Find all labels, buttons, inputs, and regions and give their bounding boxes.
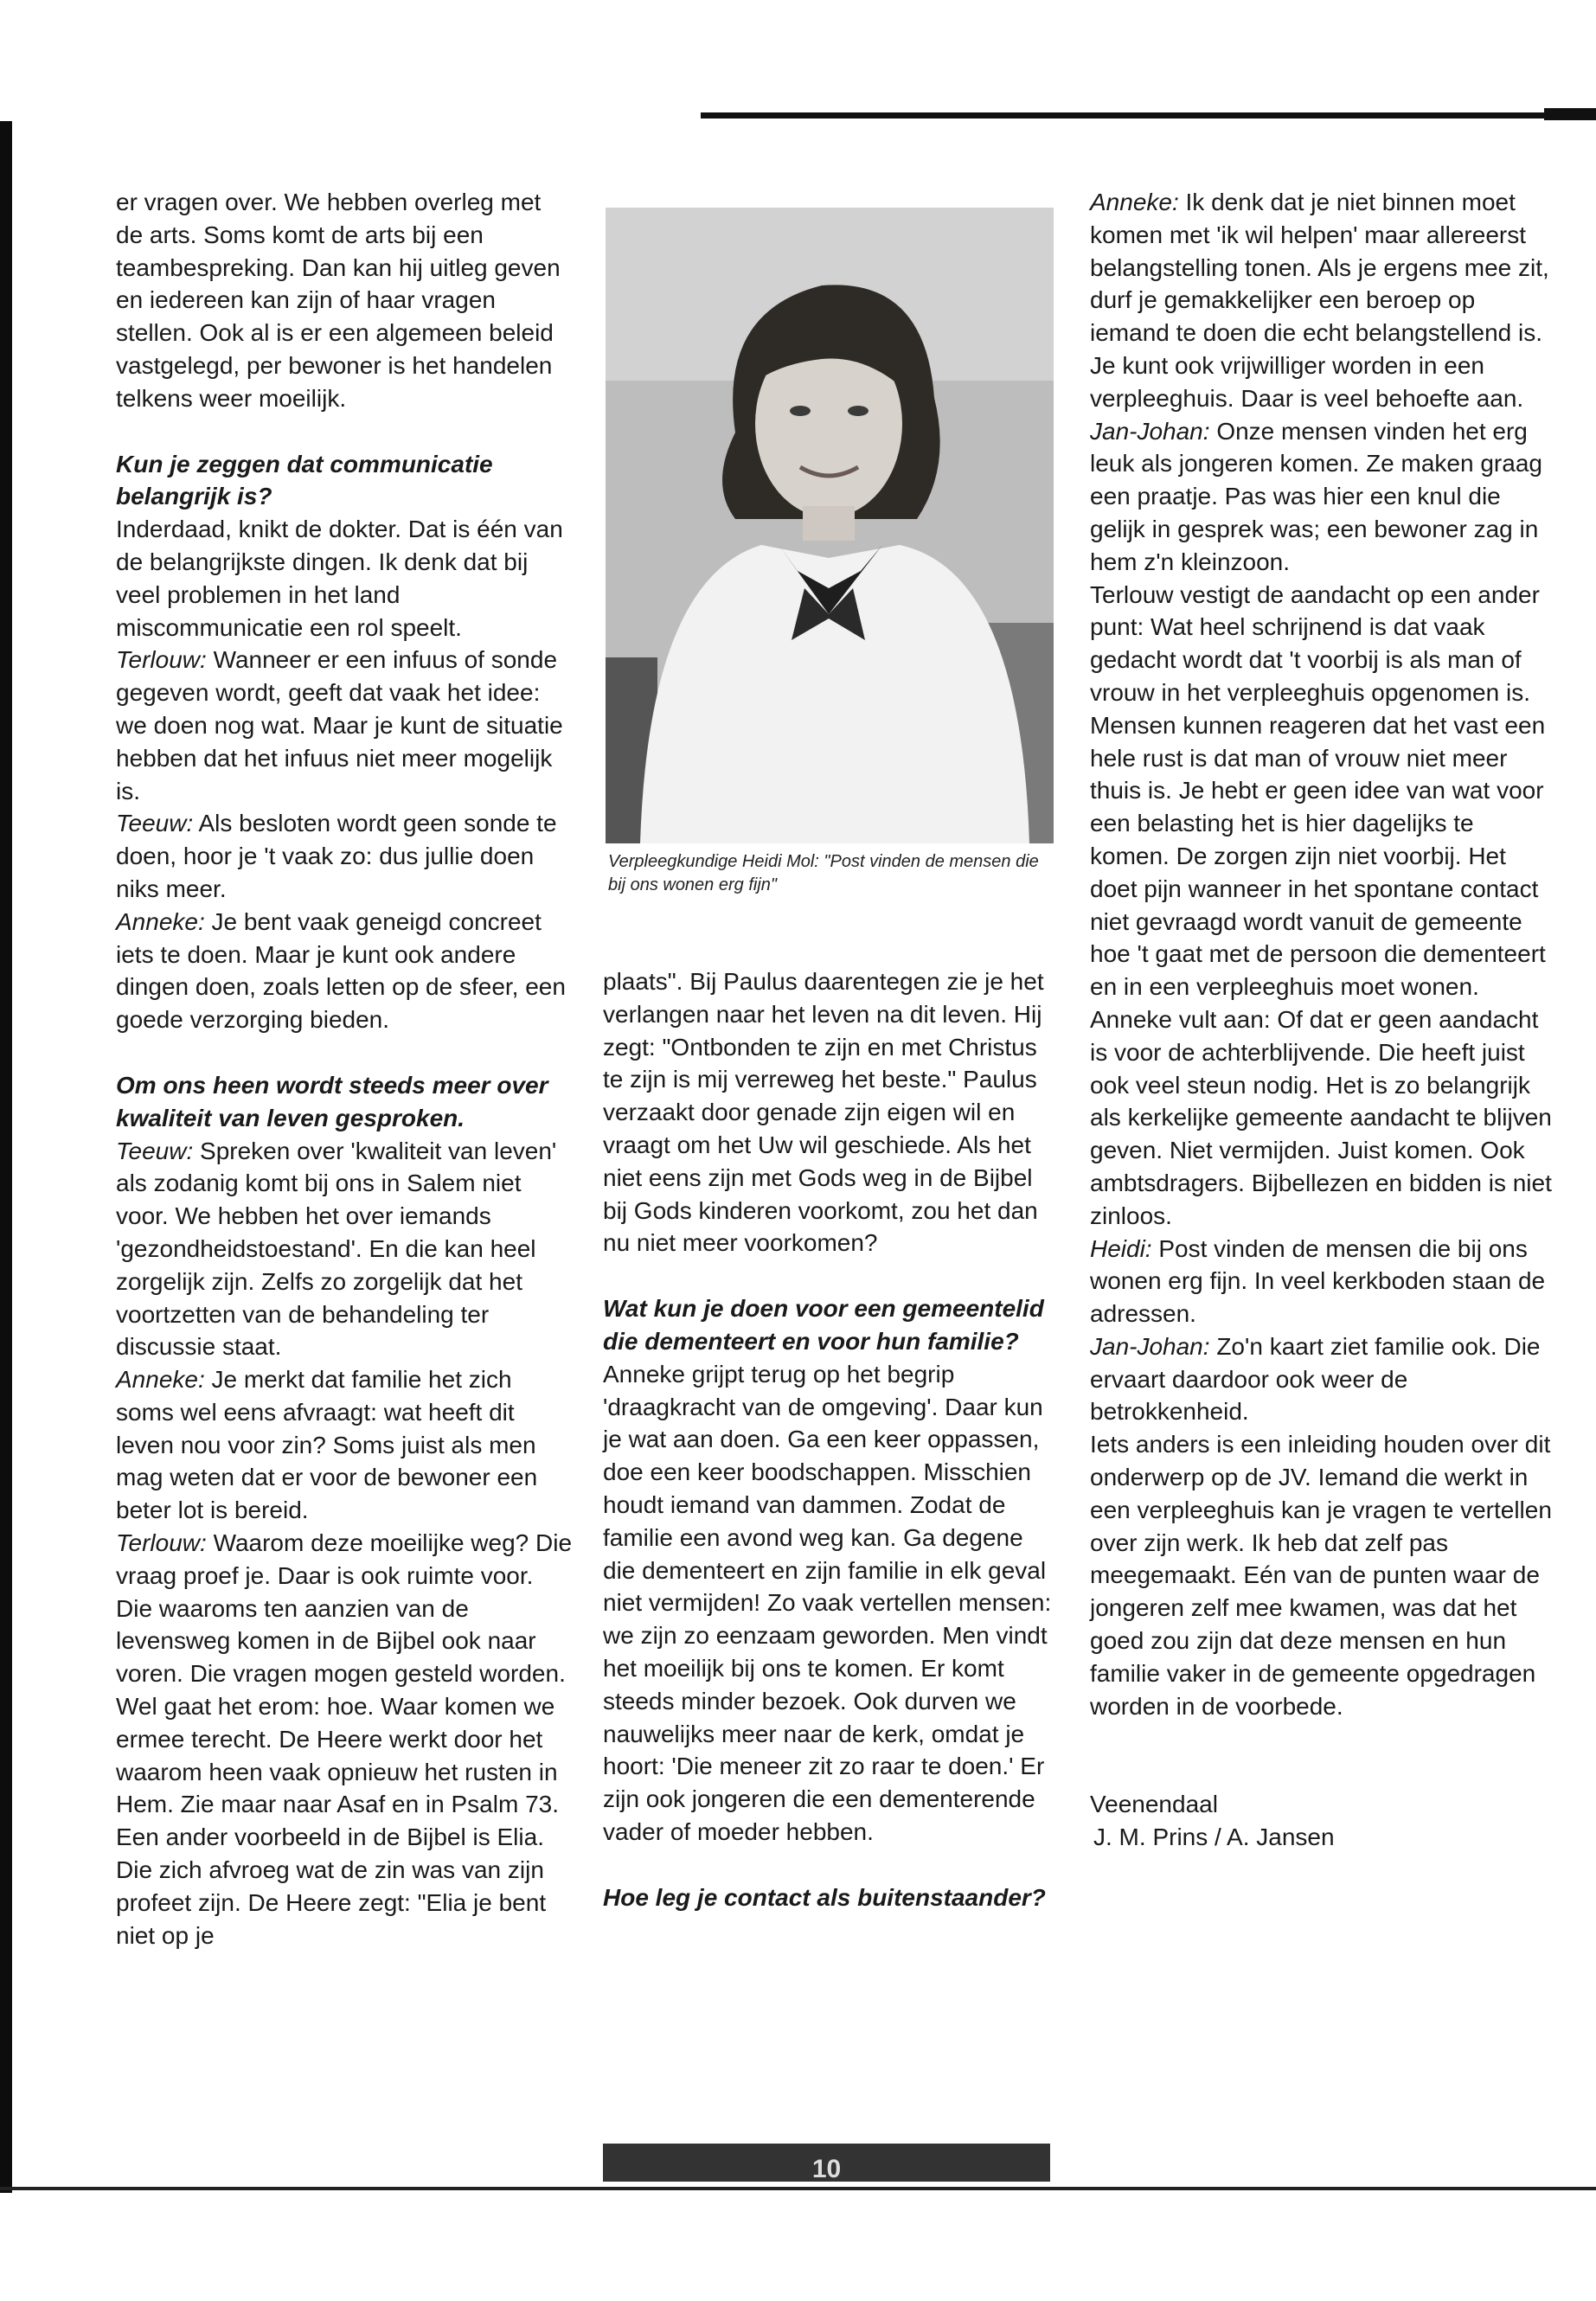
speaker-label: Anneke:	[116, 907, 205, 935]
top-rule	[701, 112, 1596, 119]
portrait-photo	[606, 208, 1054, 843]
paragraph: Jan-Johan: Onze mensen vinden het erg leuk als jongeren komen. Ze maken graag een praatje. Pas was hier een knul die gelijk in gesprek was; een bewoner zag in hem z'n kleinzoon.	[1090, 417, 1542, 575]
portrait-illustration	[606, 208, 1054, 843]
question-heading: Kun je zeggen dat communicatie belangrijk is?	[116, 450, 493, 510]
top-rule-end	[1544, 108, 1596, 120]
column-middle	[603, 965, 1057, 1914]
speaker-label: Anneke:	[116, 1366, 205, 1394]
bottom-rule	[0, 2187, 1596, 2190]
paragraph: Anneke: Je bent vaak geneigd concreet iets te doen. Maar je kunt ook andere dingen doen, zoals letten op de sfeer, een goede verzorging bieden.	[116, 907, 566, 1034]
paragraph: Heidi: Post vinden de mensen die bij ons wonen erg fijn. In veel kerkboden staan de adressen.	[1090, 1234, 1546, 1328]
paragraph: Anneke: Je merkt dat familie het zich soms wel eens afvraagt: wat heeft dit leven nou voor zin? Soms juist als men mag weten dat er voor de bewoner een beter lot is bereid.	[116, 1366, 538, 1524]
paragraph: Teeuw: Spreken over 'kwaliteit van leven' als zodanig komt bij ons in Salem niet voor. We hebben het over iemands 'gezondheidstoestand'. En die kan heel zorgelijk zijn. Zelfs zo zorgelijk dat het voortzetten van de behandeling ter discussie staat.	[116, 1137, 557, 1361]
speaker-label: Terlouw:	[116, 646, 207, 674]
speaker-label: Jan-Johan:	[1090, 1332, 1210, 1360]
question-heading: Hoe leg je contact als buitenstaander?	[603, 1883, 1046, 1911]
paragraph: Terlouw: Wanneer er een infuus of sonde gegeven wordt, geeft dat vaak het idee: we doen nog wat. Maar je kunt de situatie hebben dat het infuus niet meer mogelijk is.	[116, 646, 563, 804]
scan-edge-left	[0, 121, 12, 2193]
page-number-bar	[603, 2144, 1050, 2182]
speaker-label: Terlouw:	[116, 1529, 207, 1557]
paragraph: Inderdaad, knikt de dokter. Dat is één van de belangrijkste dingen. Ik denk dat bij veel problemen in het land miscommunicatie een rol speelt.	[116, 516, 563, 641]
paragraph: Teeuw: Als besloten wordt geen sonde te doen, hoor je 't vaak zo: dus jullie doen niks meer.	[116, 810, 557, 902]
question-heading: Wat kun je doen voor een gemeentelid die dementeert en voor hun familie?	[603, 1295, 1044, 1355]
paragraph: Anneke vult aan: Of dat er geen aandacht is voor de achterblijvende. Die heeft juist ook veel steun nodig. Het is zo belangrijk als kerkelijke gemeente aandacht te blijven geven. Niet vermijden. Juist komen. Ook ambtsdragers. Bijbellezen en bidden is niet zinloos.	[1090, 1005, 1552, 1229]
signature-place: Veenendaal	[1090, 1791, 1218, 1818]
paragraph: Anneke: Ik denk dat je niet binnen moet komen met 'ik wil helpen' maar allereerst belangstelling tonen. Als je ergens mee zit, durf je gemakkelijker een beroep op iemand te doen die echt belangstellend is. Je kunt ook vrijwilliger worden in een verpleeghuis. Daar is veel behoefte aan.	[1090, 189, 1549, 412]
speaker-label: Jan-Johan:	[1090, 417, 1210, 445]
column-right	[1090, 186, 1553, 1854]
paragraph: Anneke grijpt terug op het begrip 'draagkracht van de omgeving'. Daar kun je wat aan doen. Ga een keer oppassen, doe een keer boodschappen. Misschien houdt iemand van dammen. Zodat de familie een avond weg kan. Ga degene die dementeert en zijn familie in elk geval niet vermijden! Zo vaak vertellen mensen: we zijn zo eenzaam geworden. Men vindt het moeilijk bij ons te komen. Er komt steeds minder bezoek. Ook durven we nauwelijks meer naar de kerk, omdat je hoort: 'Die meneer zit zo raar te doen.' Er zijn ook jongeren die een dementerende vader of moeder hebben.	[603, 1360, 1052, 1845]
signature-authors: J. M. Prins / A. Jansen	[1093, 1823, 1335, 1851]
question-heading: Om ons heen wordt steeds meer over kwaliteit van leven gesproken.	[116, 1071, 548, 1131]
paragraph: Terlouw: Waarom deze moeilijke weg? Die vraag proef je. Daar is ook ruimte voor. Die waaroms ten aanzien van de levensweg komen in de Bijbel ook naar voren. Die vragen mogen gesteld worden. Wel gaat het erom: hoe. Waar komen we ermee terecht. De Heere werkt door het waarom heen vaak opnieuw het rusten in Hem. Zie maar naar Asaf en in Psalm 73. Een ander voorbeeld in de Bijbel is Elia. Die zich afvroeg wat de zin was van zijn profeet zijn. De Heere zegt: "Elia je bent niet op je	[116, 1529, 573, 1949]
speaker-label: Teeuw:	[116, 810, 194, 837]
paragraph: er vragen over. We hebben overleg met de arts. Soms komt de arts bij een teambespreking. Dan kan hij uitleg geven en iedereen kan zijn of haar vragen stellen. Ook al is er een algemeen beleid vastgelegd, per bewoner is het handelen telkens weer moeilijk.	[116, 189, 561, 412]
paragraph: Iets anders is een inleiding houden over dit onderwerp op de JV. Iemand die werkt in een verpleeghuis kan je vragen te vertellen over zijn werk. Ik heb dat zelf pas meegemaakt. Eén van de punten waar de jongeren zelf mee kwamen, was dat het goed zou zijn dat deze mensen en hun familie vaker in de gemeente opgedragen worden in de voorbede.	[1090, 1431, 1552, 1720]
paragraph: plaats". Bij Paulus daarentegen zie je het verlangen naar het leven na dit leven. Hij zegt: "Ontbonden te zijn en met Christus te zijn is mij verreweg het beste." Paulus verzaakt door genade zijn eigen wil en vraagt om het Uw wil geschiede. Als het niet eens zijn met Gods weg in de Bijbel bij Gods kinderen voorkomt, zou het dan nu niet meer voorkomen?	[603, 968, 1044, 1257]
speaker-label: Teeuw:	[116, 1137, 194, 1164]
paragraph: Jan-Johan: Zo'n kaart ziet familie ook. Die ervaart daardoor ook weer de betrokkenheid.	[1090, 1332, 1541, 1426]
paragraph: Terlouw vestigt de aandacht op een ander punt: Wat heel schrijnend is dat vaak gedacht wordt dat 't voorbij is als man of vrouw in het verpleeghuis opgenomen is. Mensen kunnen reageren dat het vast een hele rust is dat man of vrouw niet meer thuis is. Je hebt er geen idee van wat voor een belasting het is hier dagelijks te komen. De zorgen zijn niet voorbij. Het doet pijn wanneer in het spontane contact niet gevraagd wordt vanuit de gemeente hoe 't gaat met de persoon die dementeert en in een verpleeghuis moet wonen.	[1090, 580, 1546, 1001]
column-left	[116, 186, 574, 1952]
page-number: 10	[811, 2155, 842, 2182]
photo-caption: Verpleegkundige Heidi Mol: "Post vinden de mensen die bij ons wonen erg fijn"	[608, 852, 1039, 894]
speaker-label: Heidi:	[1090, 1234, 1152, 1262]
speaker-label: Anneke:	[1090, 189, 1179, 215]
